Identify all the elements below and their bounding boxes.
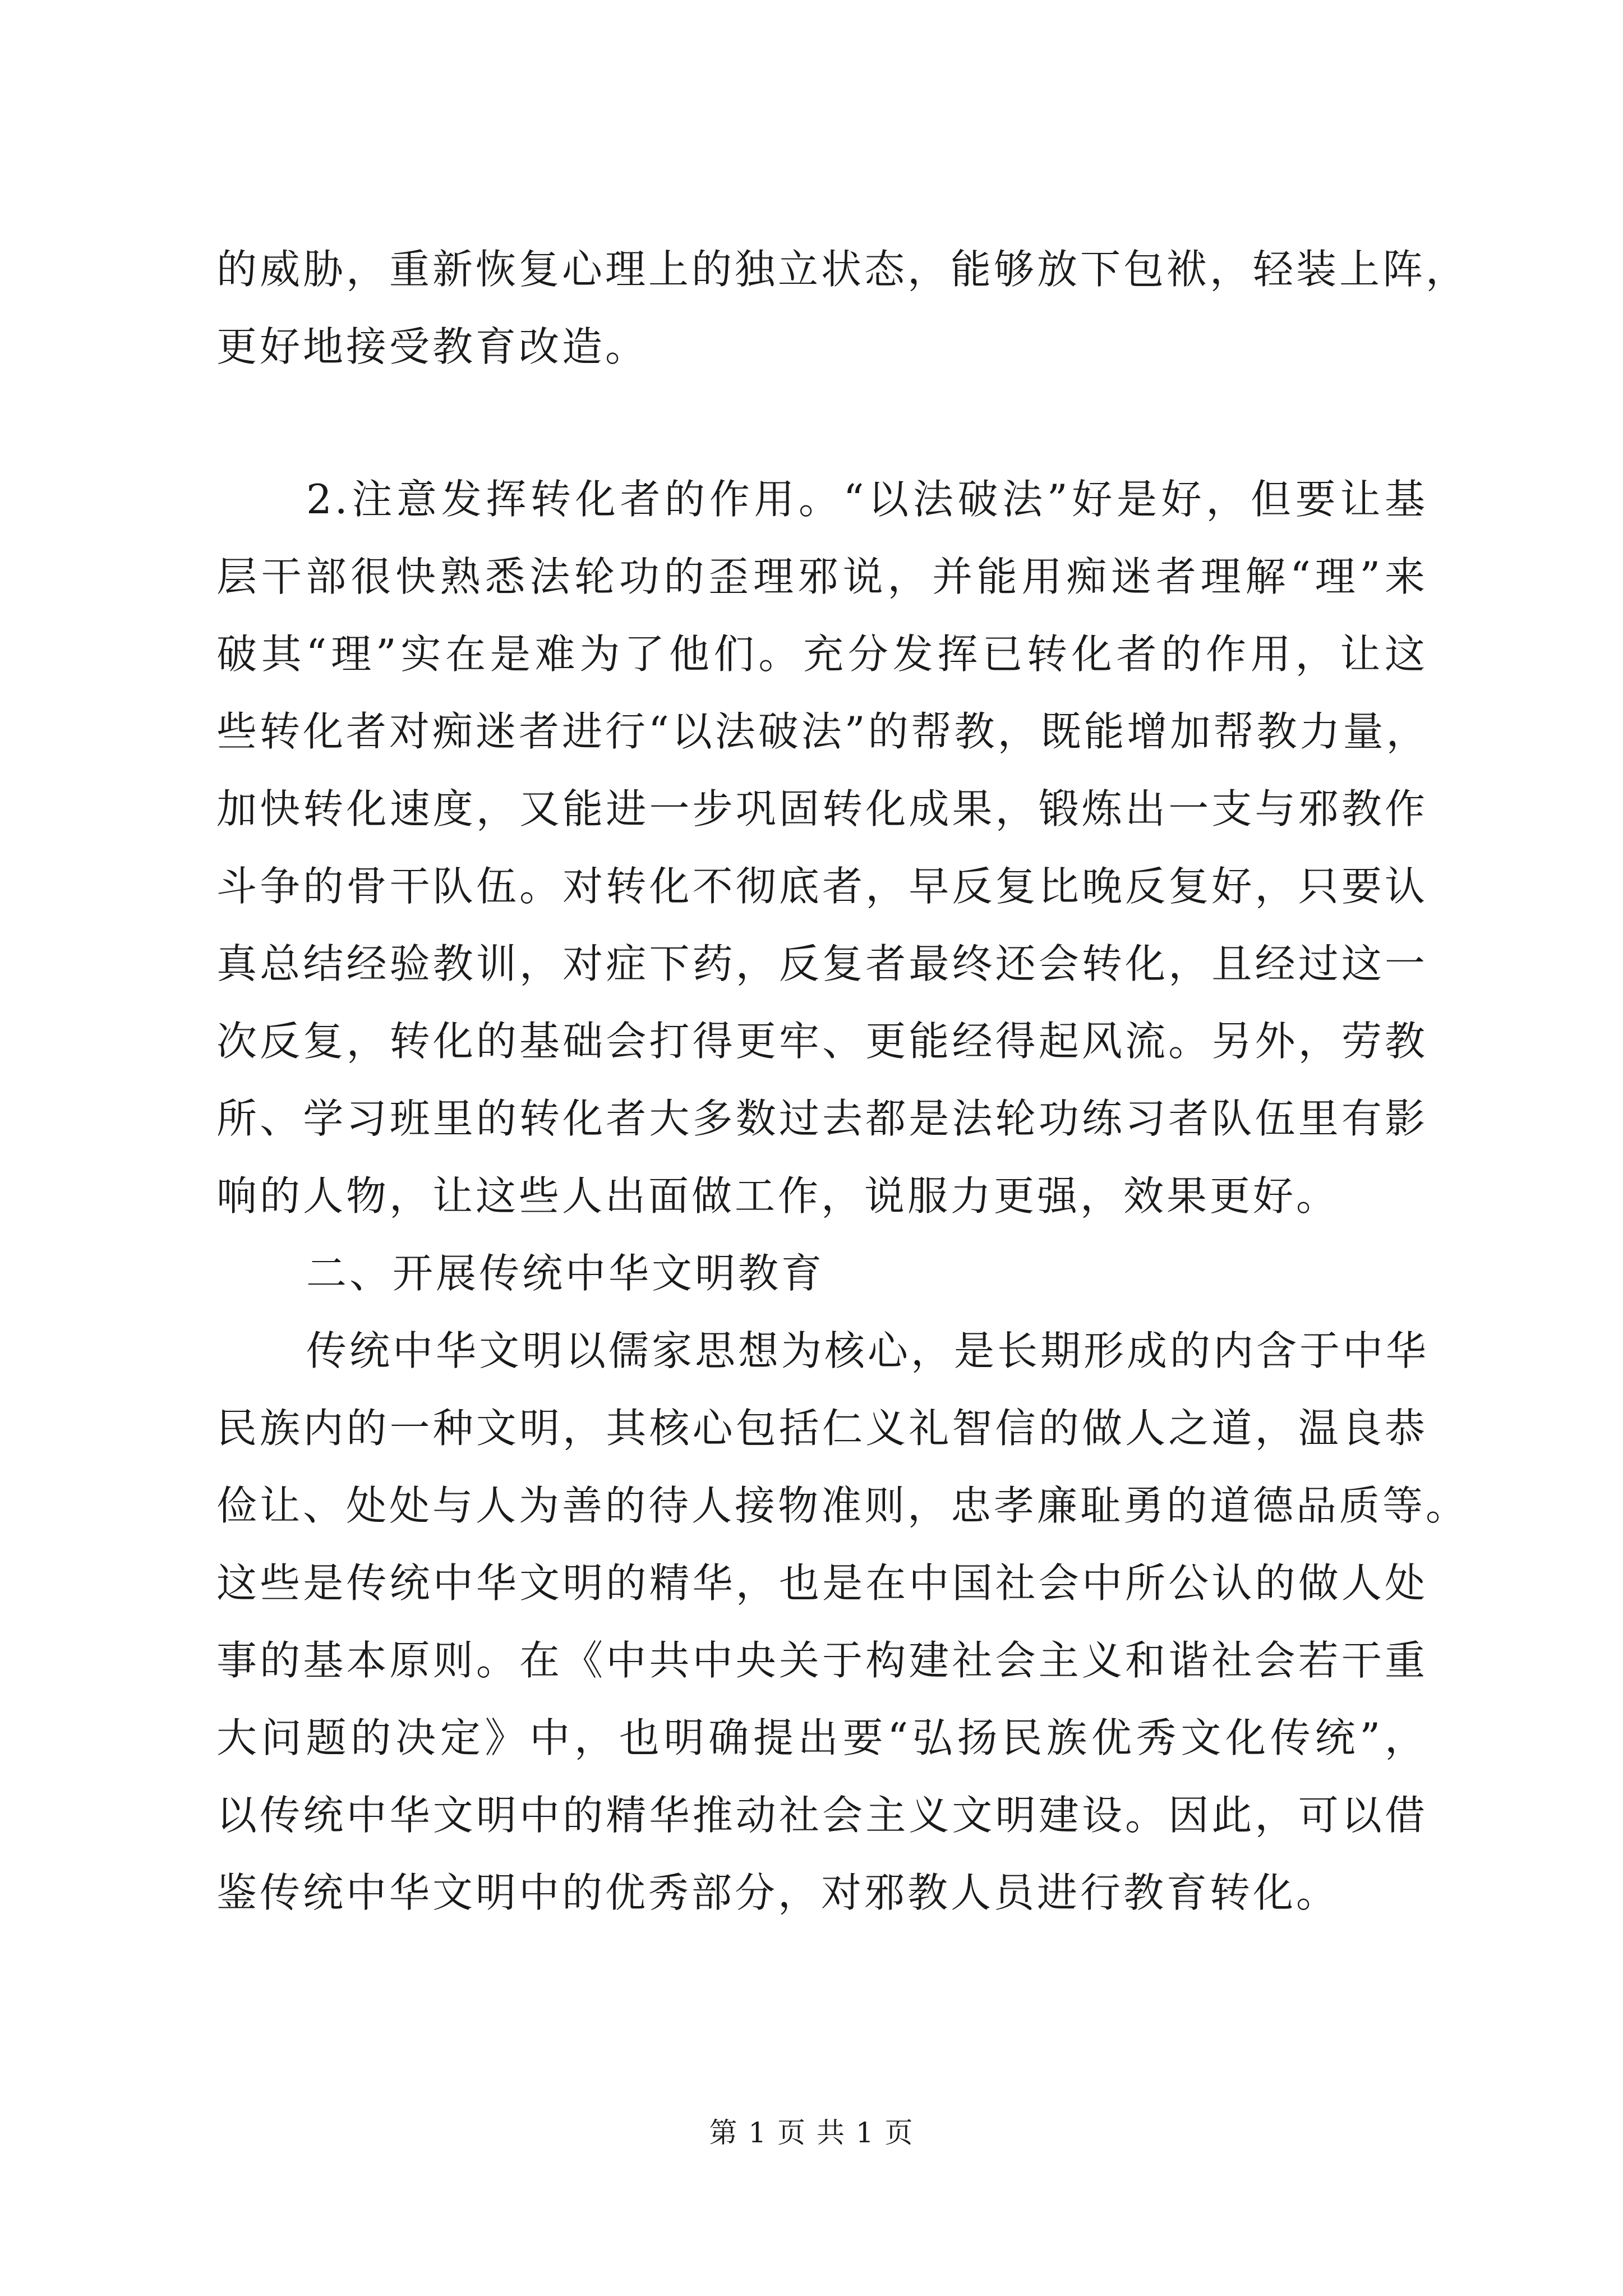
text-line: 的威胁，重新恢复心理上的独立状态，能够放下包袱，轻装上阵， bbox=[216, 246, 1469, 293]
text-line: 2.注意发挥转化者的作用。“以法破法”好是好，但要让基 bbox=[306, 476, 1428, 523]
text-line: 鉴传统中华文明中的优秀部分，对邪教人员进行教育转化。 bbox=[216, 1869, 1340, 1916]
section-heading: 二、开展传统中华文明教育 bbox=[306, 1250, 825, 1297]
text-line: 民族内的一种文明，其核心包括仁义礼智信的做人之道，温良恭 bbox=[216, 1405, 1428, 1452]
text-line: 层干部很快熟悉法轮功的歪理邪说，并能用痴迷者理解“理”来 bbox=[216, 553, 1428, 600]
text-line: 真总结经验教训，对症下药，反复者最终还会转化，且经过这一 bbox=[216, 940, 1428, 987]
text-line: 斗争的骨干队伍。对转化不彻底者，早反复比晚反复好，只要认 bbox=[216, 863, 1428, 910]
page-footer: 第 1 页 共 1 页 bbox=[709, 2116, 914, 2149]
text-line: 次反复，转化的基础会打得更牢、更能经得起风流。另外，劳教 bbox=[216, 1018, 1428, 1065]
text-line: 加快转化速度，又能进一步巩固转化成果，锻炼出一支与邪教作 bbox=[216, 785, 1428, 832]
text-line: 大问题的决定》中，也明确提出要“弘扬民族优秀文化传统”， bbox=[216, 1714, 1428, 1761]
text-line: 些转化者对痴迷者进行“以法破法”的帮教，既能增加帮教力量， bbox=[216, 708, 1430, 755]
text-line: 传统中华文明以儒家思想为核心，是长期形成的内含于中华 bbox=[306, 1327, 1430, 1374]
text-line: 响的人物，让这些人出面做工作，说服力更强，效果更好。 bbox=[216, 1172, 1340, 1220]
text-line: 这些是传统中华文明的精华，也是在中国社会中所公认的做人处 bbox=[216, 1559, 1428, 1607]
text-line: 更好地接受教育改造。 bbox=[216, 323, 649, 370]
text-line: 以传统中华文明中的精华推动社会主义文明建设。因此，可以借 bbox=[216, 1792, 1428, 1839]
text-line: 破其“理”实在是难为了他们。充分发挥已转化者的作用，让这 bbox=[216, 631, 1428, 678]
text-line: 事的基本原则。在《中共中央关于构建社会主义和谐社会若干重 bbox=[216, 1637, 1428, 1684]
text-line: 俭让、处处与人为善的待人接物准则，忠孝廉耻勇的道德品质等。 bbox=[216, 1482, 1469, 1529]
text-line: 所、学习班里的转化者大多数过去都是法轮功练习者队伍里有影 bbox=[216, 1095, 1428, 1142]
